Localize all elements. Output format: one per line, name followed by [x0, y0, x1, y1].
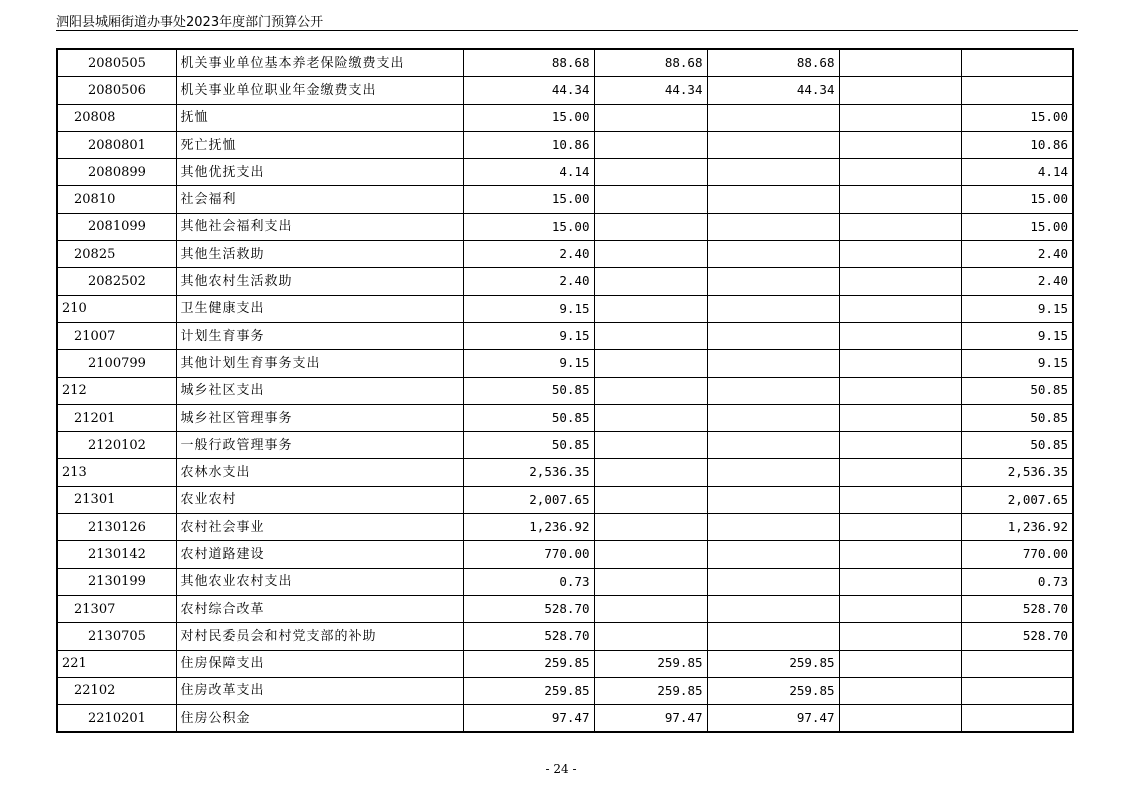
amount-col5-cell: 1,236.92 [961, 514, 1073, 541]
amount-col5-cell: 10.86 [961, 131, 1073, 158]
amount-col5-cell: 50.85 [961, 377, 1073, 404]
amount-col2-cell [594, 541, 707, 568]
subject-code-cell: 2100799 [57, 350, 176, 377]
amount-col2-cell [594, 568, 707, 595]
subject-name-cell: 一般行政管理事务 [176, 432, 463, 459]
amount-col2-cell: 88.68 [594, 49, 707, 77]
amount-col5-cell: 770.00 [961, 541, 1073, 568]
amount-col4-cell [839, 131, 961, 158]
amount-col3-cell [707, 241, 839, 268]
total-amount-cell: 2,007.65 [463, 486, 594, 513]
subject-code-cell: 2080899 [57, 159, 176, 186]
amount-col5-cell: 15.00 [961, 213, 1073, 240]
total-amount-cell: 2,536.35 [463, 459, 594, 486]
amount-col2-cell [594, 514, 707, 541]
amount-col2-cell [594, 268, 707, 295]
total-amount-cell: 2.40 [463, 268, 594, 295]
amount-col3-cell [707, 213, 839, 240]
amount-col4-cell [839, 486, 961, 513]
subject-name-cell: 其他农村生活救助 [176, 268, 463, 295]
subject-code-cell: 212 [57, 377, 176, 404]
amount-col4-cell [839, 595, 961, 622]
subject-name-cell: 住房改革支出 [176, 677, 463, 704]
table-row [57, 241, 1073, 268]
subject-name-cell: 机关事业单位基本养老保险缴费支出 [176, 49, 463, 77]
amount-col4-cell [839, 241, 961, 268]
amount-col3-cell [707, 104, 839, 131]
amount-col2-cell [594, 322, 707, 349]
amount-col3-cell: 44.34 [707, 77, 839, 104]
amount-col5-cell: 0.73 [961, 568, 1073, 595]
amount-col3-cell [707, 159, 839, 186]
subject-code-cell: 22102 [57, 677, 176, 704]
subject-name-cell: 卫生健康支出 [176, 295, 463, 322]
total-amount-cell: 2.40 [463, 241, 594, 268]
subject-name-cell: 其他社会福利支出 [176, 213, 463, 240]
amount-col5-cell: 2.40 [961, 268, 1073, 295]
amount-col4-cell [839, 404, 961, 431]
amount-col4-cell [839, 49, 961, 77]
amount-col3-cell [707, 541, 839, 568]
amount-col4-cell [839, 268, 961, 295]
total-amount-cell: 259.85 [463, 650, 594, 677]
table-row [57, 432, 1073, 459]
amount-col2-cell [594, 241, 707, 268]
amount-col5-cell: 2,007.65 [961, 486, 1073, 513]
table-row [57, 705, 1073, 733]
page-number: - 24 - [545, 762, 577, 776]
table-row [57, 541, 1073, 568]
amount-col5-cell: 9.15 [961, 322, 1073, 349]
subject-code-cell: 213 [57, 459, 176, 486]
subject-code-cell: 2081099 [57, 213, 176, 240]
amount-col3-cell: 259.85 [707, 650, 839, 677]
subject-name-cell: 对村民委员会和村党支部的补助 [176, 623, 463, 650]
total-amount-cell: 528.70 [463, 623, 594, 650]
amount-col4-cell [839, 514, 961, 541]
subject-code-cell: 2210201 [57, 705, 176, 733]
amount-col3-cell [707, 322, 839, 349]
document-header-title: 泗阳县城厢街道办事处2023年度部门预算公开 [56, 15, 324, 30]
subject-code-cell: 2120102 [57, 432, 176, 459]
amount-col4-cell [839, 77, 961, 104]
table-row [57, 295, 1073, 322]
subject-code-cell: 2080801 [57, 131, 176, 158]
table-row [57, 377, 1073, 404]
amount-col5-cell: 15.00 [961, 104, 1073, 131]
amount-col3-cell [707, 623, 839, 650]
amount-col5-cell [961, 705, 1073, 733]
amount-col3-cell [707, 186, 839, 213]
amount-col4-cell [839, 350, 961, 377]
amount-col5-cell: 2.40 [961, 241, 1073, 268]
subject-name-cell: 抚恤 [176, 104, 463, 131]
total-amount-cell: 0.73 [463, 568, 594, 595]
subject-name-cell: 社会福利 [176, 186, 463, 213]
amount-col5-cell [961, 49, 1073, 77]
amount-col3-cell [707, 568, 839, 595]
total-amount-cell: 1,236.92 [463, 514, 594, 541]
subject-code-cell: 2130142 [57, 541, 176, 568]
amount-col2-cell [594, 377, 707, 404]
total-amount-cell: 44.34 [463, 77, 594, 104]
subject-name-cell: 其他农业农村支出 [176, 568, 463, 595]
amount-col2-cell [594, 295, 707, 322]
subject-name-cell: 机关事业单位职业年金缴费支出 [176, 77, 463, 104]
amount-col4-cell [839, 186, 961, 213]
amount-col2-cell [594, 432, 707, 459]
amount-col5-cell: 15.00 [961, 186, 1073, 213]
subject-name-cell: 其他计划生育事务支出 [176, 350, 463, 377]
header-divider [56, 30, 1078, 31]
amount-col5-cell [961, 677, 1073, 704]
table-row [57, 677, 1073, 704]
table-row [57, 350, 1073, 377]
total-amount-cell: 88.68 [463, 49, 594, 77]
amount-col3-cell [707, 131, 839, 158]
table-row [57, 186, 1073, 213]
amount-col4-cell [839, 322, 961, 349]
amount-col3-cell [707, 514, 839, 541]
amount-col4-cell [839, 213, 961, 240]
table-row [57, 404, 1073, 431]
total-amount-cell: 10.86 [463, 131, 594, 158]
total-amount-cell: 4.14 [463, 159, 594, 186]
table-row [57, 595, 1073, 622]
amount-col5-cell: 9.15 [961, 295, 1073, 322]
total-amount-cell: 50.85 [463, 432, 594, 459]
subject-name-cell: 其他生活救助 [176, 241, 463, 268]
subject-code-cell: 20825 [57, 241, 176, 268]
total-amount-cell: 15.00 [463, 186, 594, 213]
amount-col5-cell: 528.70 [961, 595, 1073, 622]
subject-name-cell: 城乡社区管理事务 [176, 404, 463, 431]
amount-col3-cell [707, 404, 839, 431]
subject-name-cell: 住房保障支出 [176, 650, 463, 677]
table-row [57, 131, 1073, 158]
amount-col4-cell [839, 650, 961, 677]
table-row [57, 514, 1073, 541]
amount-col5-cell: 2,536.35 [961, 459, 1073, 486]
total-amount-cell: 97.47 [463, 705, 594, 733]
table-row [57, 104, 1073, 131]
total-amount-cell: 9.15 [463, 322, 594, 349]
amount-col3-cell: 259.85 [707, 677, 839, 704]
amount-col2-cell [594, 350, 707, 377]
amount-col3-cell [707, 595, 839, 622]
amount-col2-cell [594, 459, 707, 486]
total-amount-cell: 9.15 [463, 350, 594, 377]
amount-col4-cell [839, 623, 961, 650]
table-row [57, 568, 1073, 595]
total-amount-cell: 9.15 [463, 295, 594, 322]
budget-table [56, 48, 1074, 733]
amount-col5-cell: 50.85 [961, 404, 1073, 431]
table-row [57, 623, 1073, 650]
total-amount-cell: 528.70 [463, 595, 594, 622]
subject-name-cell: 死亡抚恤 [176, 131, 463, 158]
amount-col3-cell [707, 295, 839, 322]
amount-col4-cell [839, 104, 961, 131]
total-amount-cell: 50.85 [463, 377, 594, 404]
table-row [57, 213, 1073, 240]
amount-col3-cell [707, 432, 839, 459]
amount-col2-cell [594, 104, 707, 131]
table-row [57, 486, 1073, 513]
total-amount-cell: 15.00 [463, 104, 594, 131]
budget-table-body [57, 49, 1073, 732]
total-amount-cell: 15.00 [463, 213, 594, 240]
amount-col3-cell [707, 459, 839, 486]
amount-col3-cell: 88.68 [707, 49, 839, 77]
amount-col4-cell [839, 705, 961, 733]
amount-col2-cell [594, 186, 707, 213]
amount-col4-cell [839, 459, 961, 486]
amount-col3-cell [707, 268, 839, 295]
subject-code-cell: 20808 [57, 104, 176, 131]
table-row [57, 159, 1073, 186]
subject-name-cell: 计划生育事务 [176, 322, 463, 349]
amount-col5-cell: 4.14 [961, 159, 1073, 186]
subject-code-cell: 21307 [57, 595, 176, 622]
table-row [57, 459, 1073, 486]
amount-col3-cell: 97.47 [707, 705, 839, 733]
amount-col3-cell [707, 486, 839, 513]
amount-col5-cell [961, 650, 1073, 677]
subject-name-cell: 农业农村 [176, 486, 463, 513]
subject-name-cell: 住房公积金 [176, 705, 463, 733]
subject-name-cell: 城乡社区支出 [176, 377, 463, 404]
table-row [57, 77, 1073, 104]
amount-col2-cell [594, 404, 707, 431]
amount-col3-cell [707, 377, 839, 404]
total-amount-cell: 770.00 [463, 541, 594, 568]
amount-col4-cell [839, 295, 961, 322]
subject-code-cell: 2130705 [57, 623, 176, 650]
amount-col2-cell: 44.34 [594, 77, 707, 104]
amount-col5-cell: 50.85 [961, 432, 1073, 459]
amount-col4-cell [839, 377, 961, 404]
amount-col4-cell [839, 159, 961, 186]
amount-col2-cell [594, 213, 707, 240]
amount-col5-cell: 9.15 [961, 350, 1073, 377]
subject-name-cell: 农林水支出 [176, 459, 463, 486]
amount-col2-cell: 259.85 [594, 677, 707, 704]
subject-code-cell: 21301 [57, 486, 176, 513]
table-row [57, 49, 1073, 77]
total-amount-cell: 50.85 [463, 404, 594, 431]
subject-code-cell: 21201 [57, 404, 176, 431]
subject-name-cell: 农村道路建设 [176, 541, 463, 568]
subject-code-cell: 21007 [57, 322, 176, 349]
amount-col2-cell [594, 131, 707, 158]
subject-code-cell: 2082502 [57, 268, 176, 295]
amount-col4-cell [839, 432, 961, 459]
subject-code-cell: 221 [57, 650, 176, 677]
amount-col3-cell [707, 350, 839, 377]
amount-col4-cell [839, 541, 961, 568]
table-row [57, 322, 1073, 349]
amount-col2-cell: 259.85 [594, 650, 707, 677]
amount-col2-cell [594, 486, 707, 513]
amount-col2-cell [594, 159, 707, 186]
subject-name-cell: 农村综合改革 [176, 595, 463, 622]
amount-col2-cell [594, 623, 707, 650]
subject-code-cell: 2080506 [57, 77, 176, 104]
subject-name-cell: 农村社会事业 [176, 514, 463, 541]
subject-code-cell: 2130126 [57, 514, 176, 541]
amount-col4-cell [839, 677, 961, 704]
amount-col2-cell: 97.47 [594, 705, 707, 733]
total-amount-cell: 259.85 [463, 677, 594, 704]
amount-col5-cell [961, 77, 1073, 104]
amount-col2-cell [594, 595, 707, 622]
subject-code-cell: 210 [57, 295, 176, 322]
table-row [57, 268, 1073, 295]
subject-code-cell: 2080505 [57, 49, 176, 77]
subject-name-cell: 其他优抚支出 [176, 159, 463, 186]
subject-code-cell: 20810 [57, 186, 176, 213]
amount-col4-cell [839, 568, 961, 595]
amount-col5-cell: 528.70 [961, 623, 1073, 650]
subject-code-cell: 2130199 [57, 568, 176, 595]
table-row [57, 650, 1073, 677]
